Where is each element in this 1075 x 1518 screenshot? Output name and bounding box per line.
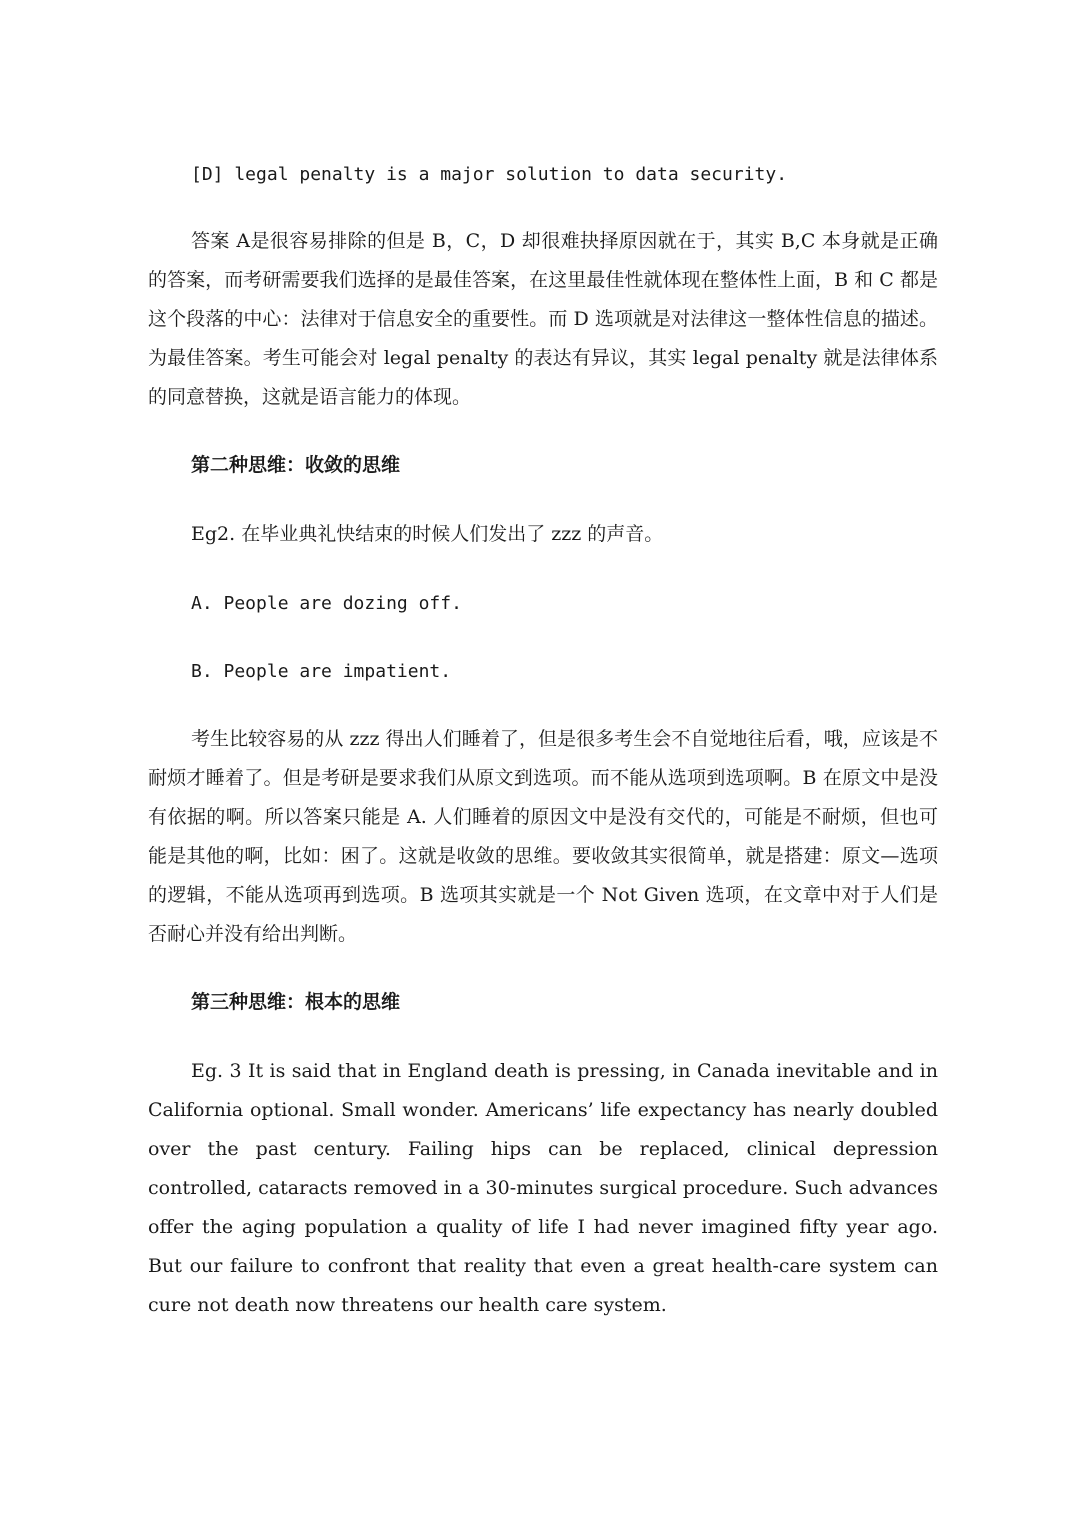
example-3-passage: Eg. 3 It is said that in England death is pressing, in Canada inevitable and in California optional. Small wonder. Americans’ life expectancy has nearly doubled over the past century. Failing hips can be replaced, clinical depression controlled, cataracts removed in a 30-minutes surgical procedure. Such advances offer the aging population a quality of life I had never imagined fifty year ago. But our failure to confront that reality that even a great health-care system can cure not death now threatens our health care system. (148, 1060, 938, 1316)
example-2-option-b: B. People are impatient. (191, 661, 452, 682)
analysis-paragraph-2: 考生比较容易的从 zzz 得出人们睡着了，但是很多考生会不自觉地往后看，哦，应该是不耐烦才睡着了。但是考研是要求我们从原文到选项。而不能从选项到选项啊。B 在原文中是没有依据的啊。所以答案只能是 A. 人们睡着的原因文中是没有交代的，可能是不耐烦，但也可能是其他的啊，比如：困了。这就是收敛的思维。要收敛其实很简单，就是搭建：原文—选项的逻辑，不能从选项再到选项。B 选项其实就是一个 Not Given 选项，在文章中对于人们是否耐心并没有给出判断。 (148, 728, 938, 945)
example-2-option-a: A. People are dozing off. (191, 593, 462, 614)
option-d-line: [D] legal penalty is a major solution to data security. (191, 164, 788, 185)
analysis-paragraph-1: 答案 A是很容易排除的但是 B，C，D 却很难抉择原因就在于，其实 B,C 本身就是正确的答案，而考研需要我们选择的是最佳答案，在这里最佳性就体现在整体性上面，B 和 C 都是这个段落的中心：法律对于信息安全的重要性。而 D 选项就是对法律这一整体性信息的描述。为最佳答案。考生可能会对 legal penalty 的表达有异议，其实 legal penalty 就是法律体系的同意替换，这就是语言能力的体现。 (148, 230, 938, 408)
section-heading-convergent: 第二种思维：收敛的思维 (191, 454, 401, 476)
example-2-prompt: Eg2. 在毕业典礼快结束的时候人们发出了 zzz 的声音。 (191, 523, 664, 545)
section-heading-fundamental: 第三种思维：根本的思维 (191, 991, 401, 1013)
